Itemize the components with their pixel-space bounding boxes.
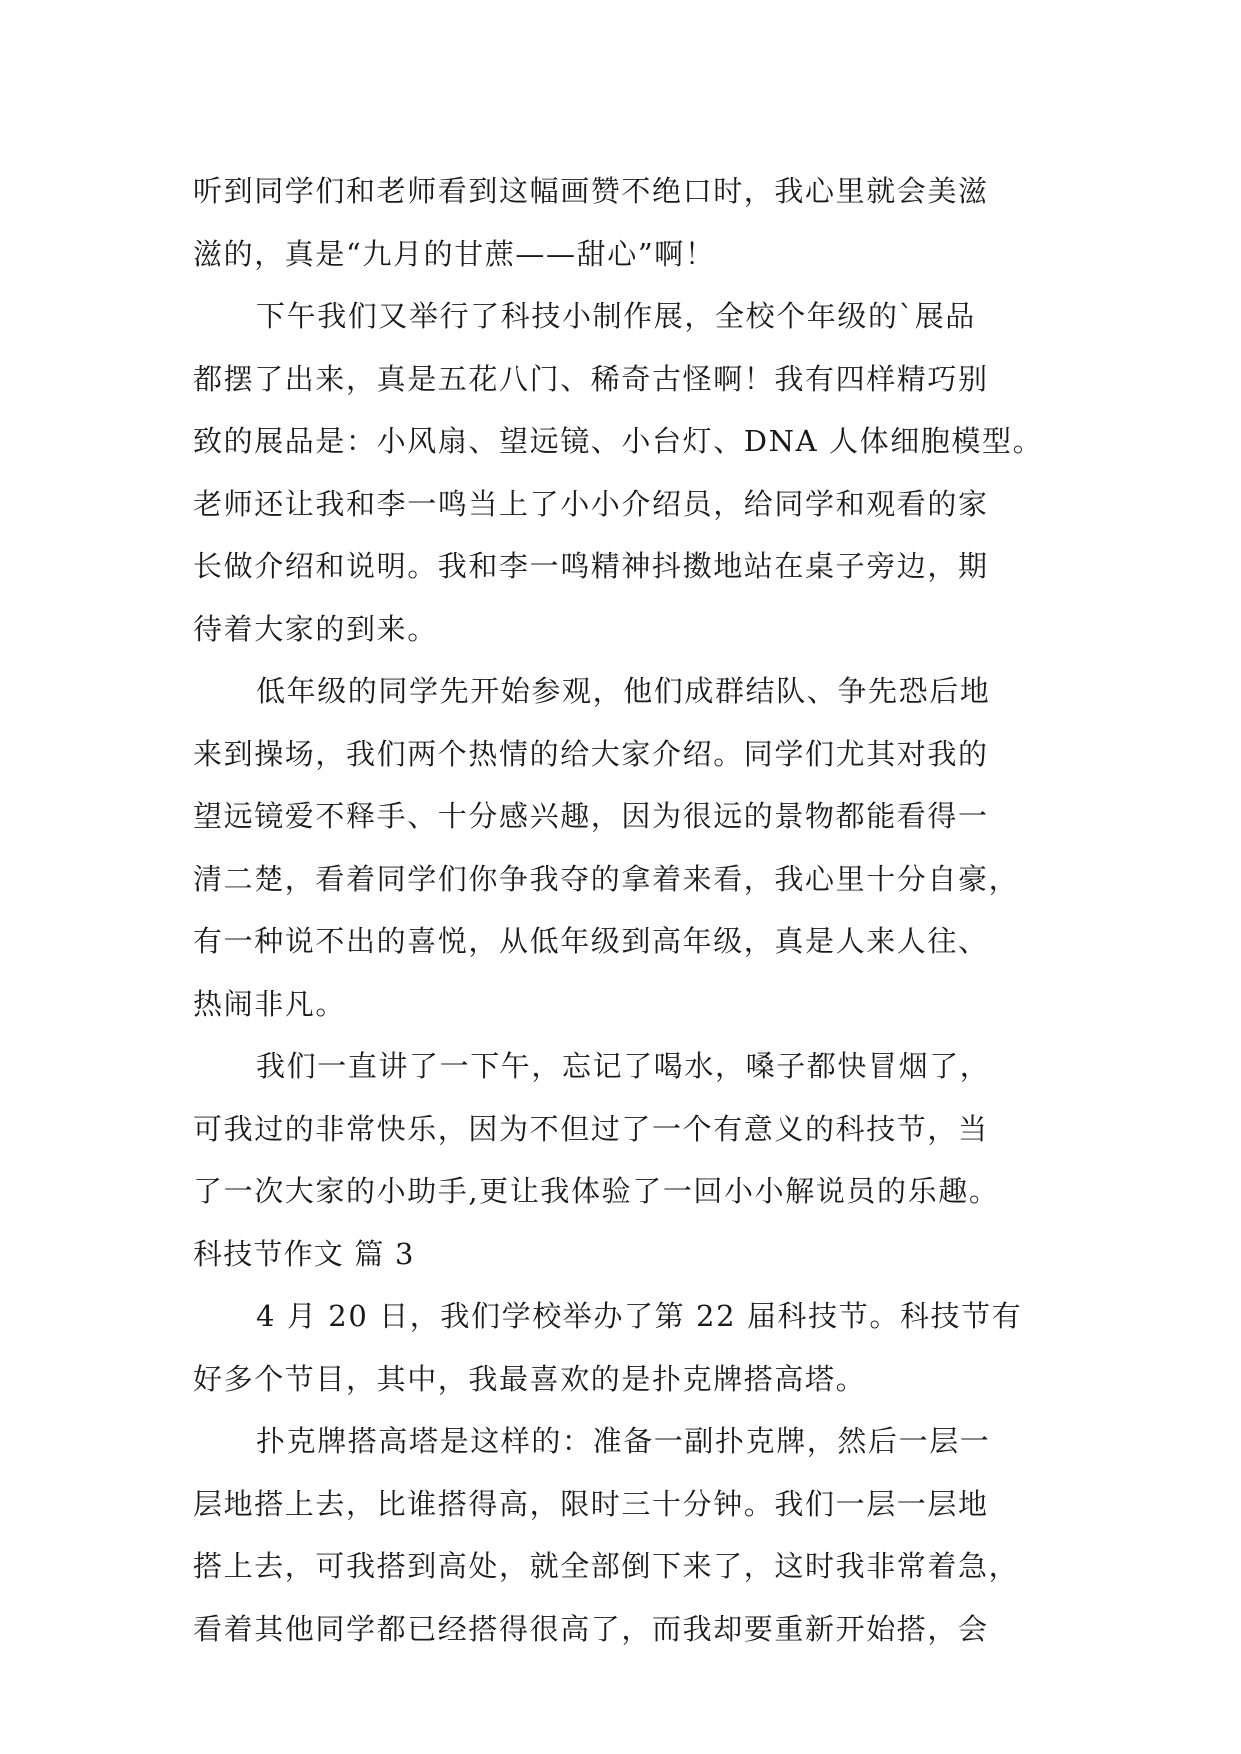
text-line: 清二楚，看着同学们你争我夺的拿着来看，我心里十分自豪，	[193, 861, 1020, 896]
paragraph-start-line: 4 月 20 日，我们学校举办了第 22 届科技节。科技节有	[256, 1299, 1023, 1333]
text-line: 滋的，真是“九月的甘蔗——甜心”啊！	[193, 236, 716, 271]
text-line: 待着大家的到来。	[193, 611, 438, 646]
text-line: 有一种说不出的喜悦，从低年级到高年级，真是人来人往、	[193, 924, 989, 958]
paragraph-start-line: 我们一直讲了一下午，忘记了喝水，嗓子都快冒烟了，	[256, 1049, 991, 1083]
text-line: 望远镜爱不释手、十分感兴趣，因为很远的景物都能看得一	[193, 799, 989, 833]
paragraph-start-line: 扑克牌搭高塔是这样的：准备一副扑克牌，然后一层一	[256, 1424, 991, 1458]
body-text	[193, 160, 1061, 1660]
text-line: 来到操场，我们两个热情的给大家介绍。同学们尤其对我的	[193, 736, 989, 771]
text-line: 长做介绍和说明。我和李一鸣精神抖擞地站在桌子旁边，期	[193, 549, 989, 583]
text-line: 可我过的非常快乐，因为不但过了一个有意义的科技节，当	[193, 1111, 989, 1146]
section-heading: 科技节作文 篇 3	[193, 1236, 415, 1271]
text-line: 听到同学们和老师看到这幅画赞不绝口时，我心里就会美滋	[193, 174, 989, 208]
text-line: 老师还让我和李一鸣当上了小小介绍员，给同学和观看的家	[193, 486, 989, 521]
text-line: 层地搭上去，比谁搭得高，限时三十分钟。我们一层一层地	[193, 1486, 989, 1521]
text-line: 致的展品是：小风扇、望远镜、小台灯、DNA 人体细胞模型。	[193, 424, 1044, 458]
paragraph-start-line: 下午我们又举行了科技小制作展，全校个年级的`展品	[256, 299, 976, 333]
text-line: 了一次大家的小助手,更让我体验了一回小小解说员的乐趣。	[193, 1174, 1000, 1208]
text-line: 热闹非凡。	[193, 986, 347, 1021]
text-line: 都摆了出来，真是五花八门、稀奇古怪啊！我有四样精巧别	[193, 361, 989, 396]
text-line: 好多个节目，其中，我最喜欢的是扑克牌搭高塔。	[193, 1361, 867, 1396]
text-line: 看着其他同学都已经搭得很高了，而我却要重新开始搭，会	[193, 1611, 989, 1646]
paragraph-start-line: 低年级的同学先开始参观，他们成群结队、争先恐后地	[256, 674, 991, 708]
text-line: 搭上去，可我搭到高处，就全部倒下来了，这时我非常着急，	[193, 1549, 1020, 1583]
